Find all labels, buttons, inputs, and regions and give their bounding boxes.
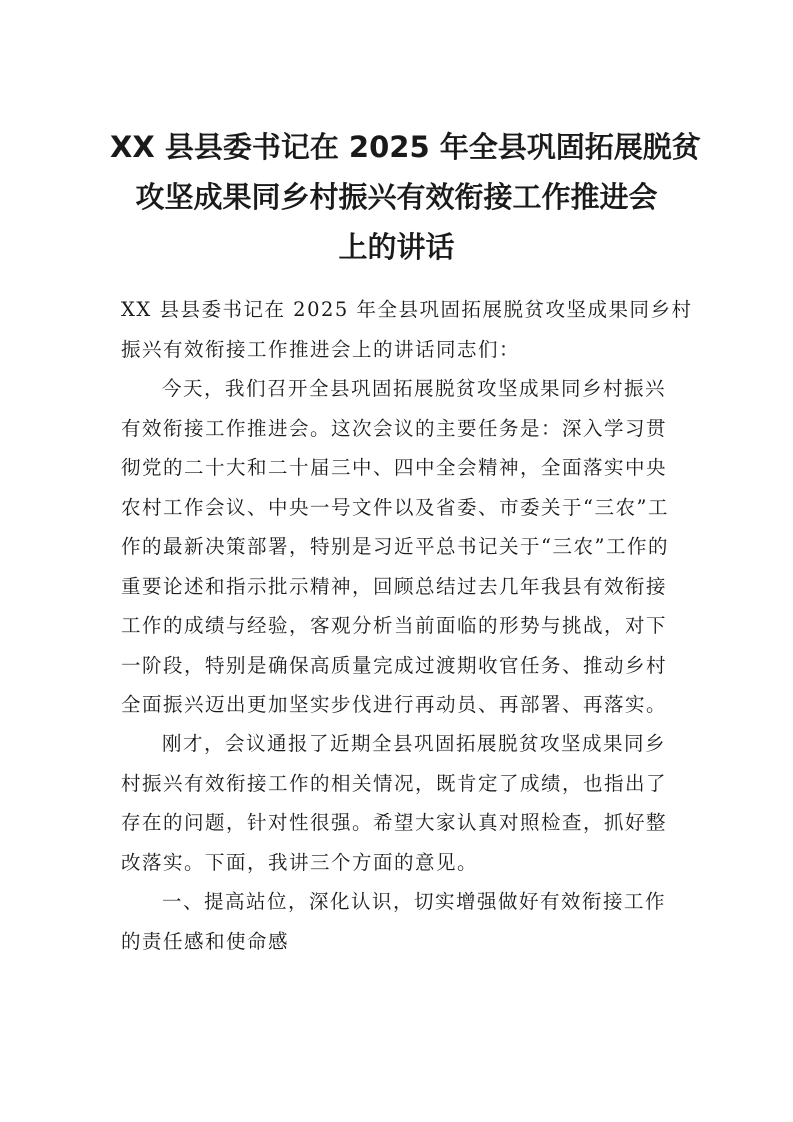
title-line: 攻坚成果同乡村振兴有效衔接工作推进会 xyxy=(135,180,658,214)
text-line: 彻党的二十大和二十届三中、四中全会精神，全面落实中央 xyxy=(121,456,668,479)
text-line: 今天，我们召开全县巩固拓展脱贫攻坚成果同乡村振兴 xyxy=(162,377,667,400)
title-line: 上的讲话 xyxy=(338,230,455,264)
text-line: XX 县县委书记在 2025 年全县巩固拓展脱贫攻坚成果同乡村 xyxy=(121,298,693,321)
text-line: 的责任感和使命感 xyxy=(121,929,290,953)
text-line: 存在的问题，针对性很强。希望大家认真对照检查，抓好整 xyxy=(121,811,668,834)
title-line: XX 县县委书记在 2025 年全县巩固拓展脱贫 xyxy=(110,130,701,164)
text-line: 有效衔接工作推进会。这次会议的主要任务是：深入学习贯 xyxy=(121,416,668,440)
text-line: 农村工作会议、中央一号文件以及省委、市委关于“三农”工 xyxy=(121,495,669,519)
text-line: 工作的成绩与经验，客观分析当前面临的形势与挑战，对下 xyxy=(121,614,668,637)
text-line: 村振兴有效衔接工作的相关情况，既肯定了成绩，也指出了 xyxy=(121,771,668,795)
paragraph-meeting-report xyxy=(121,724,676,882)
text-line: 重要论述和指示批示精神，回顾总结过去几年我县有效衔接 xyxy=(121,574,668,598)
intro-paragraph xyxy=(121,290,693,369)
text-line: 作的最新决策部署，特别是习近平总书记关于“三农”工作的 xyxy=(121,535,669,558)
paragraph-opening xyxy=(121,369,676,725)
text-line: 振兴有效衔接工作推进会上的讲话同志们： xyxy=(121,337,521,361)
section-1-heading xyxy=(121,882,676,961)
text-line: 改落实。下面，我讲三个方面的意见。 xyxy=(121,850,479,874)
text-line: 全面振兴迈出更加坚实步伐进行再动员、再部署、再落实。 xyxy=(121,693,668,716)
text-line: 一、提高站位，深化认识，切实增强做好有效衔接工作 xyxy=(162,890,667,913)
document-title xyxy=(110,122,701,272)
text-line: 刚才，会议通报了近期全县巩固拓展脱贫攻坚成果同乡 xyxy=(162,732,667,755)
text-line: 一阶段，特别是确保高质量完成过渡期收官任务、推动乡村 xyxy=(121,653,668,677)
